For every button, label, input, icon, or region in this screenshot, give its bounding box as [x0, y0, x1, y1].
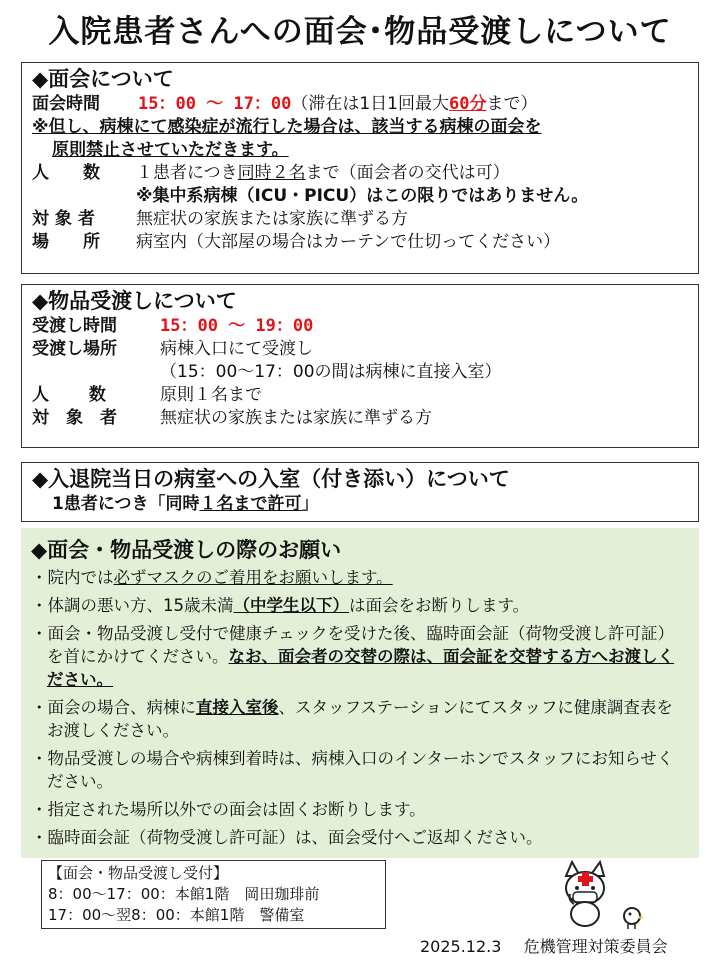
reception-box	[41, 860, 386, 929]
visit-people-note: ※集中系病棟（ICU・PICU）はこの限りではありません。	[136, 186, 589, 206]
request-item-direct-entry-post: 、スタッフステーションにてスタッフに健康調査表をお渡しください。	[47, 698, 673, 740]
request-item-health-check-text: ・面会・物品受渡し受付で健康チェックを受けた後、臨時面会証（荷物受渡し許可証）を首にかけてください。	[31, 624, 675, 666]
visit-target-value: 無症状の家族または家族に準ずる方	[136, 209, 408, 229]
page-title: 入院患者さんへの面会･物品受渡しについて	[48, 14, 672, 50]
goods-people-value: 原則１名まで	[160, 385, 262, 405]
request-item-mask	[31, 566, 689, 589]
request-item-mask-text: ・院内では	[31, 568, 114, 587]
goods-time-value: 15：00 ～ 19：00	[160, 316, 314, 336]
request-item-age-emphasis: （中学生以下）	[233, 596, 349, 615]
visit-time-note-post: まで）	[486, 94, 538, 114]
goods-time-row	[32, 315, 688, 338]
visit-place-label: 場 所	[32, 232, 100, 252]
footer-date: 2025.12.3	[420, 937, 502, 956]
request-item-direct-entry	[31, 696, 689, 742]
admission-note-post: 」	[301, 494, 319, 514]
visit-section	[21, 62, 699, 274]
goods-target-label: 対 象 者	[32, 408, 117, 428]
visit-time-label: 面会時間	[32, 94, 100, 114]
request-item-return-pass: ・臨時面会証（荷物受渡し許可証）は、面会受付へご返却ください。	[31, 828, 543, 847]
reception-line-day: 8：00～17：00：本館1階 岡田珈琲前	[48, 885, 320, 903]
goods-place-note: （15：00～17：00の間は病棟に直接入室）	[160, 362, 502, 382]
reception-line-night: 17：00～翌8：00：本館1階 警備室	[48, 906, 305, 924]
request-item-direct-entry-emphasis: 直接入室後	[196, 698, 279, 717]
visit-warning-line2: 原則禁止させていただきます。	[52, 140, 289, 160]
request-item-intercom: ・物品受渡しの場合や病棟到着時は、病棟入口のインターホンでスタッフにお知らせください。	[31, 749, 674, 791]
visit-time-value: 15：00 ～ 17：00	[138, 94, 292, 114]
visit-place-row	[32, 231, 688, 254]
goods-people-row	[32, 384, 688, 407]
requests-heading: ◆面会・物品受渡しの際のお願い	[31, 538, 342, 562]
admission-note-limit: １名まで許可	[199, 494, 302, 514]
requests-section	[21, 528, 699, 858]
visit-time-note-max: 60分	[449, 94, 487, 114]
goods-place-label: 受渡し場所	[32, 339, 117, 359]
visit-target-label: 対 象 者	[32, 209, 95, 229]
visit-time-row	[32, 93, 688, 116]
goods-time-label: 受渡し時間	[32, 316, 117, 336]
footer	[420, 934, 668, 957]
goods-people-label: 人 数	[32, 385, 106, 405]
admission-section	[21, 462, 699, 522]
admission-heading: ◆入退院当日の病室への入室（付き添い）について	[32, 467, 510, 491]
goods-section	[21, 284, 699, 448]
request-item-age-text: ・体調の悪い方、15歳未満	[31, 596, 234, 615]
visit-warning-line2-row	[32, 139, 688, 162]
visit-people-row	[32, 162, 688, 185]
visit-people-label: 人 数	[32, 163, 100, 183]
visit-warning-line1: ※但し、病棟にて感染症が流行した場合は、該当する病棟の面会を	[32, 117, 542, 137]
request-item-health-check-emphasis: なお、面会者の交替の際は、面会証を交替する方へお渡しください。	[47, 647, 674, 689]
goods-target-row	[32, 407, 688, 430]
request-item-age	[31, 594, 689, 617]
visit-people-pre: １患者につき	[136, 163, 238, 183]
goods-heading: ◆物品受渡しについて	[32, 289, 237, 313]
visit-people-post: まで（面会者の交代は可）	[305, 163, 510, 183]
visit-place-value: 病室内（大部屋の場合はカーテンで仕切ってください）	[136, 232, 561, 252]
request-item-mask-emphasis: 必ずマスクのご着用をお願いします。	[113, 568, 393, 587]
visit-heading: ◆面会について	[32, 67, 174, 91]
request-item-age-post: は面会をお断りします。	[349, 596, 530, 615]
footer-organization: 危機管理対策委員会	[523, 937, 668, 956]
visit-time-note-pre: （滞在は1日1回最大	[291, 94, 449, 114]
request-item-location: ・指定された場所以外での面会は固くお断りします。	[31, 800, 426, 819]
goods-place-row	[32, 338, 688, 361]
cat-mascot-icon	[560, 854, 650, 932]
goods-target-value: 無症状の家族または家族に準ずる方	[160, 408, 432, 428]
request-item-direct-entry-text: ・面会の場合、病棟に	[31, 698, 196, 717]
admission-note-row	[32, 493, 688, 516]
goods-place-value: 病棟入口にて受渡し	[160, 339, 313, 359]
reception-title: 【面会・物品受渡し受付】	[48, 864, 229, 882]
visit-target-row	[32, 208, 688, 231]
visit-people-limit: 同時２名	[237, 163, 306, 183]
admission-note-pre: 1患者につき「同時	[52, 494, 200, 514]
request-item-health-check	[31, 622, 689, 691]
